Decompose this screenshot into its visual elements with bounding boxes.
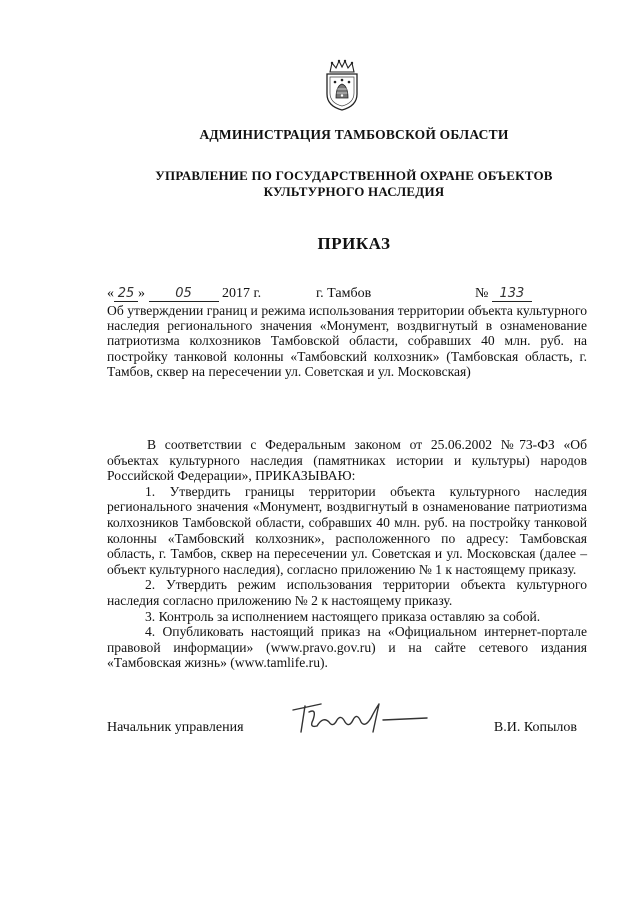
date-day: 25 — [114, 287, 138, 302]
department-line-1: УПРАВЛЕНИЕ ПО ГОСУДАРСТВЕННОЙ ОХРАНЕ ОБЪЕКТОВ — [155, 168, 553, 183]
department-name — [34, 168, 640, 200]
order-body — [107, 437, 587, 671]
order-item-2: 2. Утвердить режим использования территории объекта культурного наследия согласно приложению № 2 к настоящему приказу. — [107, 577, 587, 608]
order-item-3: 3. Контроль за исполнением настоящего приказа оставляю за собой. — [145, 608, 541, 624]
preamble-paragraph: В соответствии с Федеральным законом от 25.06.2002 №73-ФЗ «Об объектах культурного наследия (памятниках истории и культуры) народов Российской Федерации», ПРИКАЗЫВАЮ: — [107, 437, 587, 484]
date-year: 2017 г. — [222, 286, 262, 301]
document-title: ПРИКАЗ — [317, 234, 391, 253]
date-quote-close: » — [138, 286, 145, 301]
order-date — [107, 286, 261, 302]
organization-name: АДМИНИСТРАЦИЯ ТАМБОВСКОЙ ОБЛАСТИ — [199, 127, 509, 142]
handwritten-signature — [287, 698, 447, 742]
date-quote-open: « — [107, 286, 114, 301]
department-line-2: КУЛЬТУРНОГО НАСЛЕДИЯ — [263, 184, 445, 199]
number-value: 133 — [492, 287, 532, 302]
date-month: 05 — [149, 287, 219, 302]
signatory-name: В.И. Копылов — [493, 720, 577, 735]
number-sign: № — [475, 286, 489, 301]
order-city: г. Тамбов — [316, 286, 372, 301]
order-item-1: 1. Утвердить границы территории объекта культурного наследия регионального значения «Монумент, воздвигнутый в ознаменование патриотизма колхозников Тамбовской области, собравших 40 млн. руб. на постройку танковой колонны «Тамбовский колхозник», расположенного по адресу: Тамбовская область, г. Тамбов, сквер на пересечении ул. Советская и ул. Московская (далее – объект культурного наследия), согласно приложению № 1 к настоящему приказу. — [107, 483, 587, 577]
order-subject: Об утверждении границ и режима использования территории объекта культурного наследия регионального значения «Монумент, воздвигнутый в ознаменование патриотизма колхозников Тамбовской области, собравших 40 млн. руб. на постройку танковой колонны «Тамбовский колхозник» (Тамбовская область, г. Тамбов, сквер на пересечении ул. Советская и ул. Московская) — [107, 303, 587, 379]
tambov-coat-of-arms-icon — [323, 58, 361, 112]
order-number — [475, 286, 532, 302]
order-item-4: 4. Опубликовать настоящий приказ на «Официальном интернет-портале правовой информации» (www.pravo.gov.ru) и на сайте сетевого издания «Тамбовская жизнь» (www.tamlife.ru). — [107, 624, 587, 671]
signatory-position: Начальник управления — [107, 720, 244, 735]
